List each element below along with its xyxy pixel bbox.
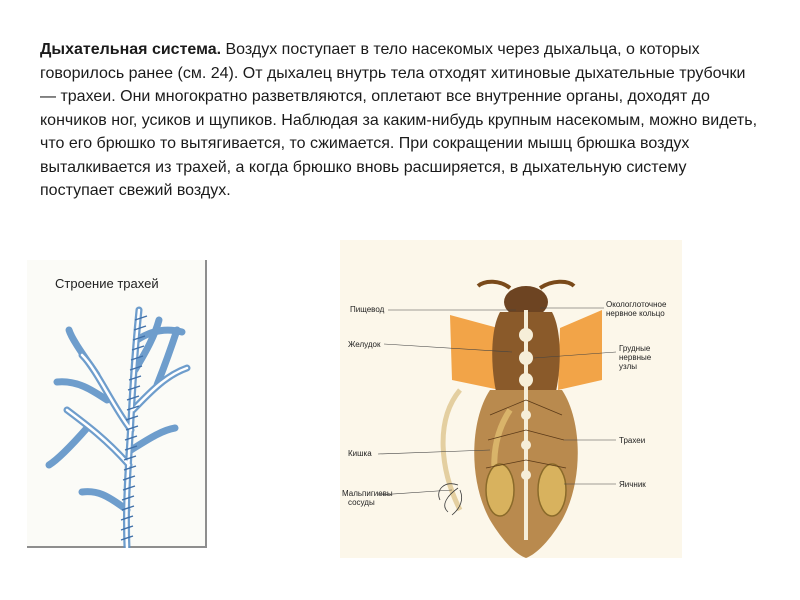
label-thoracic-line3: узлы bbox=[619, 362, 637, 371]
label-ovary: Яичник bbox=[619, 480, 646, 489]
insect-anatomy-figure bbox=[340, 240, 682, 558]
label-thoracic-line1: Грудные bbox=[619, 344, 651, 353]
label-nerve-ring-line2: нервное кольцо bbox=[606, 309, 665, 318]
label-nerve-ring-line1: Окологлоточное bbox=[606, 300, 667, 309]
label-malpighian-line2: сосуды bbox=[348, 498, 375, 507]
paragraph-text: Воздух поступает в тело насекомых через дыхальца, о которых говорилось ранее (см. 24). От дыхалец внутрь тела отходят хитиновые дыхательные трубочки — трахеи. Они многократно разветвляются, оплетают все внутренние органы, доходят до кончиков ног, усиков и щупиков. Наблюдая за каким-нибудь крупным насекомым, можно видеть, что его брюшко то вытягивается, то сжимается. При сокращении мышц брюшка воздух выталкивается из трахей, а когда брюшко вновь расширяется, в дыхательную систему поступает свежий воздух. bbox=[40, 41, 758, 199]
paragraph-lead: Дыхательная система. bbox=[40, 41, 222, 58]
label-esophagus: Пищевод bbox=[350, 305, 385, 314]
label-intestine: Кишка bbox=[348, 449, 372, 458]
label-malpighian-line1: Мальпигиевы bbox=[342, 489, 393, 498]
label-tracheae: Трахеи bbox=[619, 436, 646, 445]
insect-anatomy-illustration bbox=[340, 240, 682, 558]
body-paragraph bbox=[40, 38, 765, 203]
label-thoracic-line2: нервные bbox=[619, 353, 652, 362]
trachea-structure-figure bbox=[27, 260, 207, 548]
label-stomach: Желудок bbox=[348, 340, 381, 349]
trachea-figure-caption: Строение трахей bbox=[55, 276, 159, 291]
right-wing bbox=[558, 310, 602, 390]
trachea-illustration bbox=[27, 260, 207, 548]
